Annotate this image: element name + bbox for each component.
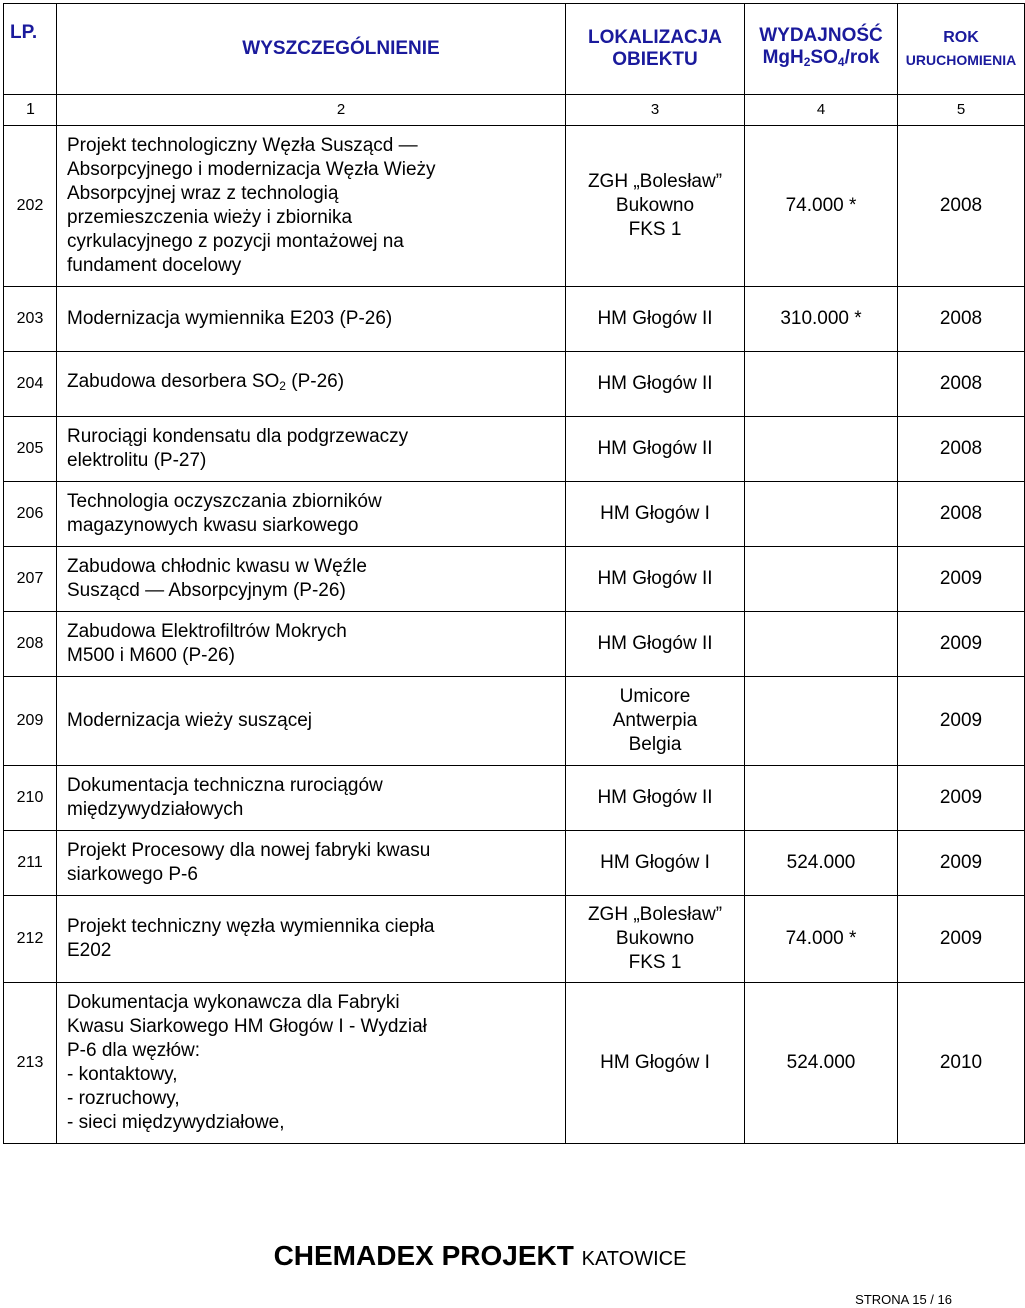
table-row [4,126,1025,287]
desc-line: Technologia oczyszczania zbiorników [67,491,382,512]
row-year: 2008 [898,352,1025,417]
row-year: 2009 [898,896,1025,983]
table-row [4,983,1025,1144]
row-capacity: 524.000 [745,983,898,1144]
table-row [4,831,1025,896]
desc-line: przemieszczenia wieży i zbiornika [67,207,353,228]
row-number: 206 [4,482,57,547]
row-number: 205 [4,417,57,482]
row-location [566,126,745,287]
row-description [57,766,566,831]
row-location: HM Głogów II [566,547,745,612]
table-row [4,612,1025,677]
desc-sub: 2 [279,379,286,393]
colnum-3: 3 [566,95,745,126]
row-capacity [745,417,898,482]
table-row [4,766,1025,831]
cap-so: SO [810,47,838,68]
row-capacity [745,482,898,547]
desc-line: - rozruchowy, [67,1088,180,1109]
header-location-l1: LOKALIZACJA [587,27,723,48]
footer-company [0,1240,960,1272]
row-capacity [745,547,898,612]
desc-line: Absorpcyjnej wraz z technologią [67,183,339,204]
row-description: Modernizacja wymiennika E203 (P-26) [57,287,566,352]
cap-sub4: 4 [837,55,845,69]
header-capacity-l2 [745,47,897,73]
projects-table [3,3,1025,1144]
row-year: 2008 [898,417,1025,482]
desc-line: Absorpcyjnego i modernizacja Węzła Wieży [67,159,436,180]
desc-line: E202 [67,940,112,961]
row-location: HM Głogów I [566,831,745,896]
loc-line: Belgia [628,734,682,755]
row-capacity: 74.000 * [745,896,898,983]
row-location [566,896,745,983]
row-description [57,983,566,1144]
row-location: HM Głogów II [566,766,745,831]
header-year-l2: URUCHOMIENIA [905,52,1017,68]
row-description [57,482,566,547]
desc-part: (P-26) [285,371,345,392]
row-number: 203 [4,287,57,352]
colnum-2: 2 [57,95,566,126]
row-description [57,896,566,983]
row-description [57,126,566,287]
row-capacity [745,612,898,677]
row-capacity: 524.000 [745,831,898,896]
row-year: 2009 [898,766,1025,831]
row-description [57,612,566,677]
row-location: HM Głogów II [566,287,745,352]
row-year: 2009 [898,547,1025,612]
desc-line: elektrolitu (P-27) [67,450,207,471]
desc-line: fundament docelowy [67,255,242,276]
row-number: 212 [4,896,57,983]
row-description [57,547,566,612]
row-location: HM Głogów II [566,612,745,677]
company-city: KATOWICE [581,1248,687,1270]
row-number: 207 [4,547,57,612]
table-row [4,287,1025,352]
loc-line: Bukowno [615,195,695,216]
row-description [57,831,566,896]
desc-line: Dokumentacja wykonawcza dla Fabryki [67,992,400,1013]
cap-mg: MgH [762,47,804,68]
loc-line: FKS 1 [628,219,682,240]
desc-line: siarkowego P-6 [67,864,198,885]
colnum-5: 5 [898,95,1025,126]
table-header-row [4,4,1025,95]
table-row [4,547,1025,612]
desc-line: M500 i M600 (P-26) [67,645,235,666]
row-location [566,677,745,766]
desc-line: Rurociągi kondensatu dla podgrzewaczy [67,426,409,447]
page-number: STRONA 15 / 16 [855,1292,952,1307]
row-location: HM Głogów I [566,983,745,1144]
loc-line: FKS 1 [628,952,682,973]
row-year: 2008 [898,482,1025,547]
row-number: 209 [4,677,57,766]
desc-line: Kwasu Siarkowego HM Głogów I - Wydział [67,1016,427,1037]
header-item-label: WYSZCZEGÓLNIENIE [242,38,440,59]
desc-line: Projekt Procesowy dla nowej fabryki kwasu [67,840,431,861]
row-number: 211 [4,831,57,896]
row-location: HM Głogów I [566,482,745,547]
desc-line: Zabudowa chłodnic kwasu w Węźle [67,556,367,577]
table-row [4,677,1025,766]
cap-sub2: 2 [803,55,811,69]
loc-line: Bukowno [615,928,695,949]
row-capacity [745,352,898,417]
row-capacity: 74.000 * [745,126,898,287]
loc-line: ZGH „Bolesław” [587,171,723,192]
header-location-l2: OBIEKTU [612,49,698,70]
desc-line: Zabudowa Elektrofiltrów Mokrych [67,621,347,642]
row-year: 2009 [898,612,1025,677]
desc-line: - kontaktowy, [67,1064,178,1085]
desc-line: P-6 dla węzłów: [67,1040,201,1061]
table-row [4,896,1025,983]
cap-rok: /rok [844,47,880,68]
row-number: 204 [4,352,57,417]
desc-line: Projekt technologiczny Węzła Suszącd — [67,135,418,156]
desc-line: Projekt techniczny węzła wymiennika ciepła [67,916,435,937]
desc-line: Suszącd — Absorpcyjnym (P-26) [67,580,346,601]
row-number: 208 [4,612,57,677]
header-year-l1: ROK [943,29,979,46]
desc-line: międzywydziałowych [67,799,244,820]
header-capacity-l1: WYDAJNOŚĆ [759,25,883,46]
header-lp: LP. [4,4,57,95]
row-description: Modernizacja wieży suszącej [57,677,566,766]
colnum-4: 4 [745,95,898,126]
desc-line: cyrkulacyjnego z pozycji montażowej na [67,231,404,252]
header-year [898,4,1025,95]
table-row [4,482,1025,547]
table-row [4,417,1025,482]
column-number-row [4,95,1025,126]
row-location: HM Głogów II [566,352,745,417]
row-year: 2008 [898,287,1025,352]
table-row [4,352,1025,417]
loc-line: ZGH „Bolesław” [587,904,723,925]
row-year: 2008 [898,126,1025,287]
desc-line: - sieci międzywydziałowe, [67,1112,285,1133]
row-capacity [745,766,898,831]
row-capacity [745,677,898,766]
header-item [57,4,566,95]
header-location [566,4,745,95]
loc-line: Antwerpia [612,710,698,731]
company-name: CHEMADEX PROJEKT [273,1240,574,1271]
row-location: HM Głogów II [566,417,745,482]
loc-line: Umicore [619,686,691,707]
desc-line: Dokumentacja techniczna rurociągów [67,775,383,796]
row-description [57,417,566,482]
row-description [57,352,566,417]
row-number: 213 [4,983,57,1144]
colnum-1: 1 [4,95,57,126]
header-capacity [745,4,898,95]
row-capacity: 310.000 * [745,287,898,352]
desc-part: Zabudowa desorbera SO [67,371,280,392]
row-year: 2010 [898,983,1025,1144]
row-year: 2009 [898,677,1025,766]
row-year: 2009 [898,831,1025,896]
desc-line: magazynowych kwasu siarkowego [67,515,359,536]
row-number: 202 [4,126,57,287]
row-number: 210 [4,766,57,831]
